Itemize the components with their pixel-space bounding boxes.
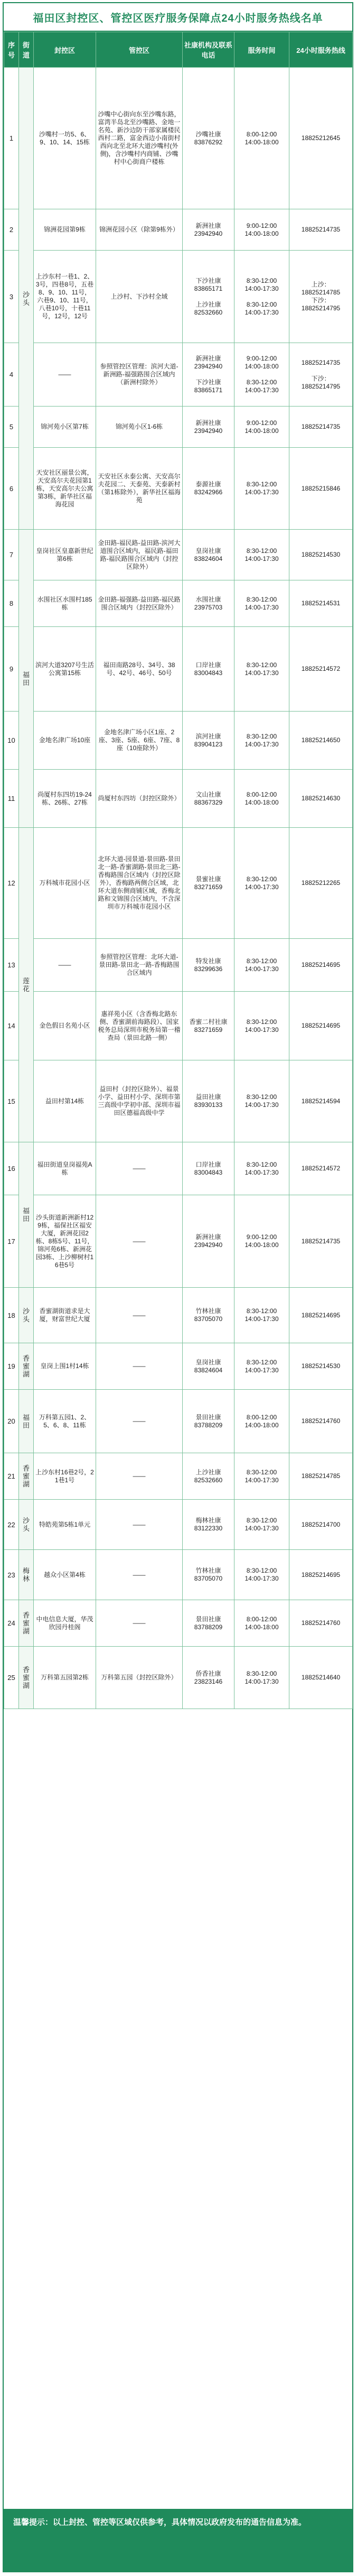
- feng-area-cell: 中电信息大厦，华茂欣园丹桂阁: [34, 1600, 96, 1647]
- row-index: 3: [4, 251, 19, 343]
- feng-area-cell: 上沙东村一巷1、2、3号，四巷8号，五巷8、9、10、11号，六巷9、10、11号，八巷10号，十巷11号，12号，12号: [34, 251, 96, 343]
- col-seq-header: 序号: [4, 32, 19, 68]
- guan-area-cell: 天安社区永泰公寓、天安高尔夫花园二、天泰苑、天泰新村（第1栋除外），新华社区福海苑: [96, 448, 183, 530]
- feng-area-cell: 金色假日名苑小区: [34, 992, 96, 1060]
- hotline-cell: 18825214695: [289, 1288, 353, 1343]
- feng-area-cell: 福田街道皇岗福苑A栋: [34, 1142, 96, 1195]
- clinic-cell: 景蜜社康 83271659: [183, 828, 234, 939]
- table-row: [4, 343, 353, 407]
- row-index: 4: [4, 343, 19, 407]
- table-row: [4, 407, 353, 448]
- service-time-cell: 8:30-12:00 14:00-17:30: [234, 828, 289, 939]
- feng-area-cell: 尚厦村东四坊19-24栋、26栋、27栋: [34, 770, 96, 828]
- guan-area-cell: 金田路-福强路-益田路-福民路围合区域内（封控区除外）: [96, 580, 183, 627]
- hotline-cell: 18825212265: [289, 828, 353, 939]
- feng-area-cell: 万科城市花园小区: [34, 828, 96, 939]
- clinic-cell: 皇岗社康 83824604: [183, 1343, 234, 1390]
- service-time-cell: 8:00-12:00 14:00-18:00: [234, 770, 289, 828]
- row-index: 20: [4, 1390, 19, 1453]
- guan-area-cell: 参照管控区管理：滨河大道-新洲路-福强路围合区域内（新洲村除外）: [96, 343, 183, 407]
- table-row: [4, 1142, 353, 1195]
- hotline-cell: 18825214735: [289, 407, 353, 448]
- clinic-cell: 香蜜二村社康 83271659: [183, 992, 234, 1060]
- street-cell: 福田: [19, 530, 34, 828]
- hotline-cell: 18825214785: [289, 1453, 353, 1500]
- clinic-cell: 下沙社康 83865171 上沙社康 82532660: [183, 251, 234, 343]
- hotline-cell: 18825214572: [289, 627, 353, 712]
- service-time-cell: 9:00-12:00 14:00-18:00: [234, 209, 289, 251]
- row-index: 1: [4, 68, 19, 209]
- service-time-cell: 8:30-12:00 14:00-17:30: [234, 627, 289, 712]
- guan-area-cell: 参照管控区管理：北环大道-景田路-景田北一路-香梅路围合区域内: [96, 939, 183, 992]
- row-index: 24: [4, 1600, 19, 1647]
- row-index: 12: [4, 828, 19, 939]
- clinic-cell: 上沙社康 82532660: [183, 1453, 234, 1500]
- table-header-row: [4, 32, 353, 68]
- clinic-cell: 特发社康 83299636: [183, 939, 234, 992]
- clinic-cell: 口岸社康 83004843: [183, 627, 234, 712]
- row-index: 22: [4, 1500, 19, 1550]
- col-inst-header: 社康机构及联系电话: [183, 32, 234, 68]
- row-index: 11: [4, 770, 19, 828]
- service-time-cell: 8:30-12:00 14:00-17:30: [234, 1288, 289, 1343]
- table-row: [4, 448, 353, 530]
- guan-area-cell: 锦洲花园小区（除第9栋外）: [96, 209, 183, 251]
- street-cell: 香蜜湖: [19, 1453, 34, 1500]
- service-time-cell: 8:30-12:00 14:00-17:30: [234, 580, 289, 627]
- table-row: [4, 770, 353, 828]
- service-time-cell: 8:30-12:00 14:00-17:30: [234, 712, 289, 770]
- guan-area-cell: ——: [96, 1142, 183, 1195]
- clinic-cell: 新洲社康 23942940: [183, 209, 234, 251]
- table-row: [4, 209, 353, 251]
- table-row: [4, 627, 353, 712]
- feng-area-cell: ——: [34, 343, 96, 407]
- hotline-cell: 18825214760: [289, 1390, 353, 1453]
- service-time-cell: 8:00-12:00 14:00-18:00: [234, 1390, 289, 1453]
- guan-area-cell: 沙嘴中心街向东至沙嘴东路，富湾半岛北至沙嘴路、金地一名苑、新沙边防干部家属楼民西村二路，富金西边小南街村西向北至北环大道沙嘴村(外侧)，含沙嘴村内商铺、沙嘴村中心街商户楼栋: [96, 68, 183, 209]
- service-time-cell: 8:30-12:00 14:00-17:30: [234, 1060, 289, 1142]
- feng-area-cell: 皇岗社区皇嘉新世纪第6栋: [34, 530, 96, 580]
- service-time-cell: 9:00-12:00 14:00-18:00: [234, 407, 289, 448]
- row-index: 8: [4, 580, 19, 627]
- guan-area-cell: 益田村（封控区除外）、福景小学、益田村小学、深圳市第三高级中学初中部、深圳市福田区德福高级中学: [96, 1060, 183, 1142]
- table-row: [4, 1060, 353, 1142]
- feng-area-cell: 特皓苑第5栋1单元: [34, 1500, 96, 1550]
- service-time-cell: 8:00-12:00 14:00-18:00: [234, 1600, 289, 1647]
- hotline-cell: 18825214735 下沙： 18825214795: [289, 343, 353, 407]
- row-index: 7: [4, 530, 19, 580]
- table-row: [4, 712, 353, 770]
- clinic-cell: 景田社康 83788209: [183, 1390, 234, 1453]
- feng-area-cell: 万科第五园第2栋: [34, 1647, 96, 1709]
- clinic-cell: 沙嘴社康 83876292: [183, 68, 234, 209]
- service-time-cell: 8:30-12:00 14:00-17:30 8:30-12:00 14:00-17:30: [234, 251, 289, 343]
- table-row: [4, 939, 353, 992]
- street-cell: 梅林: [19, 1550, 34, 1600]
- hotline-cell: 18825214531: [289, 580, 353, 627]
- row-index: 21: [4, 1453, 19, 1500]
- table-row: [4, 530, 353, 580]
- page-title: 福田区封控区、管控区医疗服务保障点24小时服务热线名单: [4, 3, 352, 32]
- feng-area-cell: 水围社区水围村185栋: [34, 580, 96, 627]
- table-row: [4, 1647, 353, 1709]
- street-cell: 福田: [19, 1390, 34, 1453]
- row-index: 2: [4, 209, 19, 251]
- feng-area-cell: 香蜜湖街道求是大厦，财富世纪大厦: [34, 1288, 96, 1343]
- hotline-cell: 上沙： 18825214785 下沙： 18825214795: [289, 251, 353, 343]
- col-hotline-header: 24小时服务热线: [289, 32, 353, 68]
- table-row: [4, 68, 353, 209]
- row-index: 14: [4, 992, 19, 1060]
- hotline-cell: 18825214530: [289, 1343, 353, 1390]
- hotline-cell: 18825214630: [289, 770, 353, 828]
- clinic-cell: 口岸社康 83004843: [183, 1142, 234, 1195]
- feng-area-cell: 上沙东村16巷2号，21巷1号: [34, 1453, 96, 1500]
- clinic-cell: 皇岗社康 83824604: [183, 530, 234, 580]
- guan-area-cell: 惠祥苑小区（含香梅北路东侧、香蜜湖前海路段）、国家税务总局深圳市税务局第一稽查局（景田北路一侧）: [96, 992, 183, 1060]
- guan-area-cell: 北环大道-园景道-景田路-景田北一路-香蜜湖路-景田北三路-香梅路围合区域内（封控区除外），香梅路两侧合区域，北环大道东侧商铺区域，香梅北路和文锦围合区域内，不含深圳市万科城市花园小区: [96, 828, 183, 939]
- table-row: [4, 1453, 353, 1500]
- table-row: [4, 1390, 353, 1453]
- clinic-cell: 文山社康 88367329: [183, 770, 234, 828]
- clinic-cell: 侨香社康 23823146: [183, 1647, 234, 1709]
- clinic-cell: 竹林社康 83705070: [183, 1550, 234, 1600]
- feng-area-cell: 沙头街道新洲新村129栋，福保社区福安大厦，新洲花园2栋、8栋5号、11号，锦河苑6栋、新洲花园3栋、上沙柳树村16巷5号: [34, 1195, 96, 1288]
- guan-area-cell: ——: [96, 1390, 183, 1453]
- col-time-header: 服务时间: [234, 32, 289, 68]
- guan-area-cell: ——: [96, 1343, 183, 1390]
- row-index: 23: [4, 1550, 19, 1600]
- row-index: 13: [4, 939, 19, 992]
- table-row: [4, 1500, 353, 1550]
- feng-area-cell: 金地名津广场10座: [34, 712, 96, 770]
- hotline-table: [4, 32, 353, 1709]
- service-time-cell: 8:30-12:00 14:00-17:30: [234, 1500, 289, 1550]
- col-street-header: 街道: [19, 32, 34, 68]
- guan-area-cell: 上沙村、下沙村全域: [96, 251, 183, 343]
- row-index: 17: [4, 1195, 19, 1288]
- feng-area-cell: 天安社区丽景公寓，天安高尔夫花园第1栋，天安高尔夫公寓第3栋，新华社区福海花园: [34, 448, 96, 530]
- hotline-cell: 18825214530: [289, 530, 353, 580]
- guan-area-cell: ——: [96, 1600, 183, 1647]
- table-row: [4, 828, 353, 939]
- feng-area-cell: 益田村第14栋: [34, 1060, 96, 1142]
- service-time-cell: 8:30-12:00 14:00-17:30: [234, 939, 289, 992]
- street-cell: 香蜜湖: [19, 1343, 34, 1390]
- street-cell: 莲花: [19, 828, 34, 1142]
- feng-area-cell: 锦洲花园第9栋: [34, 209, 96, 251]
- hotline-cell: 18825214594: [289, 1060, 353, 1142]
- service-time-cell: 9:00-12:00 14:00-18:00 8:30-12:00 14:00-17:30: [234, 343, 289, 407]
- hotline-cell: 18825214650: [289, 712, 353, 770]
- clinic-cell: 滨河社康 83904123: [183, 712, 234, 770]
- street-cell: 沙头: [19, 1288, 34, 1343]
- service-time-cell: 8:30-12:00 14:00-17:30: [234, 448, 289, 530]
- hotline-cell: 18825214572: [289, 1142, 353, 1195]
- hotline-cell: 18825214700: [289, 1500, 353, 1550]
- hotline-cell: 18825215846: [289, 448, 353, 530]
- hotline-cell: 18825214735: [289, 209, 353, 251]
- table-row: [4, 1343, 353, 1390]
- col-feng-header: 封控区: [34, 32, 96, 68]
- service-time-cell: 8:30-12:00 14:00-17:30: [234, 1142, 289, 1195]
- service-time-cell: 8:30-12:00 14:00-17:30: [234, 1343, 289, 1390]
- guan-area-cell: ——: [96, 1500, 183, 1550]
- hotline-cell: 18825212645: [289, 68, 353, 209]
- guan-area-cell: ——: [96, 1550, 183, 1600]
- row-index: 10: [4, 712, 19, 770]
- row-index: 18: [4, 1288, 19, 1343]
- feng-area-cell: 锦河苑小区第7栋: [34, 407, 96, 448]
- clinic-cell: 益田社康 83930133: [183, 1060, 234, 1142]
- street-cell: 沙头: [19, 1500, 34, 1550]
- hotline-cell: 18825214640: [289, 1647, 353, 1709]
- feng-area-cell: ——: [34, 939, 96, 992]
- row-index: 15: [4, 1060, 19, 1142]
- row-index: 19: [4, 1343, 19, 1390]
- hotline-cell: 18825214695: [289, 1550, 353, 1600]
- guan-area-cell: 金田路-福民路-益田路-滨河大道围合区域内，福民路-福田路-福民路围合区域内（封控区除外）: [96, 530, 183, 580]
- hotline-cell: 18825214695: [289, 939, 353, 992]
- street-cell: 香蜜湖: [19, 1600, 34, 1647]
- hotline-cell: 18825214735: [289, 1195, 353, 1288]
- service-time-cell: 8:30-12:00 14:00-17:30: [234, 1647, 289, 1709]
- hotline-cell: 18825214760: [289, 1600, 353, 1647]
- row-index: 6: [4, 448, 19, 530]
- service-time-cell: 8:30-12:00 14:00-17:30: [234, 1453, 289, 1500]
- table-row: [4, 1195, 353, 1288]
- guan-area-cell: 尚厦村东四坊（封控区除外）: [96, 770, 183, 828]
- feng-area-cell: 滨河大道3207号生活公寓第15栋: [34, 627, 96, 712]
- service-time-cell: 8:30-12:00 14:00-17:30: [234, 530, 289, 580]
- guan-area-cell: ——: [96, 1453, 183, 1500]
- feng-area-cell: 沙嘴村一坊5、6、9、10、14、15栋: [34, 68, 96, 209]
- row-index: 5: [4, 407, 19, 448]
- feng-area-cell: 越众小区第4栋: [34, 1550, 96, 1600]
- table-row: [4, 1288, 353, 1343]
- guan-area-cell: 万科第五园（封控区除外）: [96, 1647, 183, 1709]
- feng-area-cell: 皇岗上围1村14栋: [34, 1343, 96, 1390]
- guan-area-cell: 金地名津广场小区1座、2座、3座、5座、6座、7座、8座（10座除外）: [96, 712, 183, 770]
- street-cell: 香蜜湖: [19, 1647, 34, 1709]
- table-row: [4, 580, 353, 627]
- table-row: [4, 1600, 353, 1647]
- clinic-cell: 新洲社康 23942940 下沙社康 83865171: [183, 343, 234, 407]
- guan-area-cell: ——: [96, 1195, 183, 1288]
- clinic-cell: 新洲社康 23942940: [183, 407, 234, 448]
- row-index: 9: [4, 627, 19, 712]
- clinic-cell: 景田社康 83788209: [183, 1600, 234, 1647]
- table-row: [4, 251, 353, 343]
- row-index: 16: [4, 1142, 19, 1195]
- clinic-cell: 梅林社康 83122330: [183, 1500, 234, 1550]
- clinic-cell: 新洲社康 23942940: [183, 1195, 234, 1288]
- hotline-cell: 18825214695: [289, 992, 353, 1060]
- street-cell: 沙头: [19, 68, 34, 530]
- guan-area-cell: ——: [96, 1288, 183, 1343]
- service-time-cell: 9:00-12:00 14:00-18:00: [234, 1195, 289, 1288]
- guan-area-cell: 福田南路28号、34号、38号、42号、46号、50号: [96, 627, 183, 712]
- table-row: [4, 992, 353, 1060]
- service-time-cell: 8:30-12:00 14:00-17:30: [234, 992, 289, 1060]
- service-time-cell: 8:00-12:00 14:00-18:00: [234, 68, 289, 209]
- clinic-cell: 泰源社康 83242966: [183, 448, 234, 530]
- service-time-cell: 8:30-12:00 14:00-17:30: [234, 1550, 289, 1600]
- clinic-cell: 竹林社康 83705070: [183, 1288, 234, 1343]
- row-index: 25: [4, 1647, 19, 1709]
- col-guan-header: 管控区: [96, 32, 183, 68]
- street-cell: 福田: [19, 1142, 34, 1288]
- guan-area-cell: 锦河苑小区1-6栋: [96, 407, 183, 448]
- feng-area-cell: 万科第五园1、2、5、6、8、11栋: [34, 1390, 96, 1453]
- notice-footer: 温馨提示：以上封控、管控等区域仅供参考，具体情况以政府发布的通告信息为准。: [4, 2509, 352, 2571]
- notice-sheet: [3, 2, 353, 2572]
- table-row: [4, 1550, 353, 1600]
- clinic-cell: 水围社康 23975703: [183, 580, 234, 627]
